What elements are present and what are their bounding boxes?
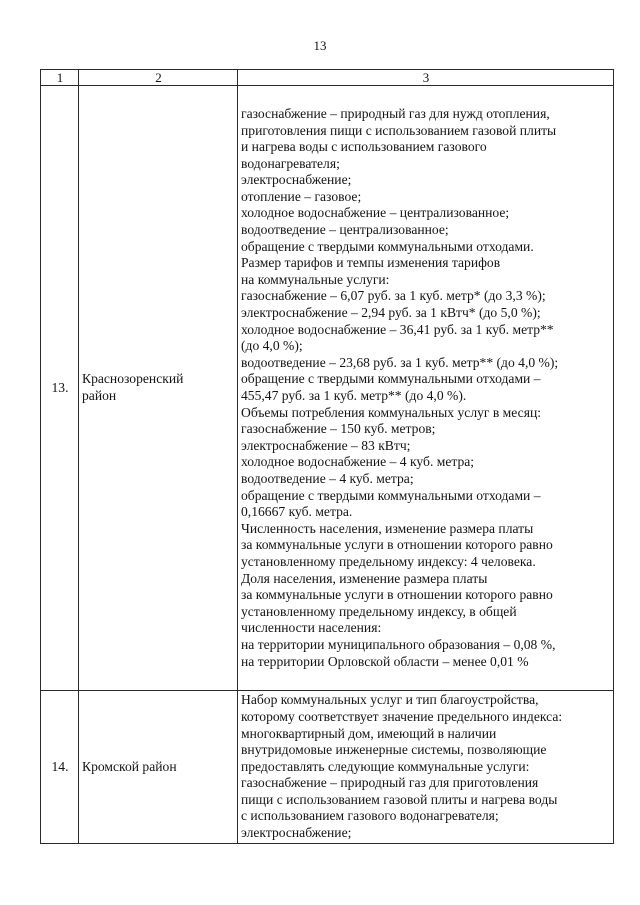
text-line: внутридомовые инженерные системы, позволяющие [241, 742, 547, 758]
text-line: Объемы потребления коммунальных услуг в месяц: [241, 404, 541, 420]
table-header-row [41, 70, 614, 86]
text-line: электроснабжение – 83 кВтч; [241, 437, 411, 453]
text-line: Численность населения, изменение размера платы [241, 520, 534, 536]
text-line: установленному предельному индексу: 4 человека. [241, 553, 536, 569]
text-line: многоквартирный дом, имеющий в наличии [241, 725, 497, 741]
text-line: электроснабжение – 2,94 руб. за 1 кВтч* (до 5,0 %); [241, 305, 541, 321]
text-line: обращение с твердыми коммунальными отходами. [241, 238, 534, 254]
text-line: обращение с твердыми коммунальными отходами – [241, 371, 541, 387]
tariff-description [238, 86, 614, 691]
text-line: пищи с использованием газовой плиты и нагрева воды [241, 791, 558, 807]
text-line: приготовления пищи с использованием газовой плиты [241, 122, 557, 138]
text-line: отопление – газовое; [241, 188, 362, 204]
district-name [79, 691, 238, 844]
text-line: на территории муниципального образования – 0,08 %, [241, 636, 556, 652]
text-line: холодное водоснабжение – централизованное; [241, 205, 510, 221]
page-number: 13 [313, 38, 327, 53]
text-line: численности населения: [241, 620, 382, 636]
row-number: 13. [41, 86, 79, 691]
text-line: водоотведение – 23,68 руб. за 1 куб. метр** (до 4,0 %); [241, 354, 559, 370]
row-number: 14. [41, 691, 79, 844]
text-line: установленному предельному индексу, в общей [241, 603, 517, 619]
text-line: Размер тарифов и темпы изменения тарифов [241, 255, 501, 271]
text-line: водоотведение – централизованное; [241, 222, 449, 238]
text-line: за коммунальные услуги в отношении которого равно [241, 587, 553, 603]
text-line: газоснабжение – 150 куб. метров; [241, 421, 436, 437]
text-line: электроснабжение; [241, 825, 352, 841]
text-line: водоотведение – 4 куб. метра; [241, 470, 414, 486]
text-line: Краснозоренский [82, 371, 184, 387]
text-line: район [82, 388, 117, 403]
column-header-2: 2 [79, 70, 238, 86]
text-line: Набор коммунальных услуг и тип благоустройства, [241, 692, 539, 708]
tariff-description [238, 691, 614, 844]
text-line: за коммунальные услуги в отношении которого равно [241, 537, 553, 553]
table-row-14 [41, 691, 614, 844]
text-line: газоснабжение – природный газ для приготовления [241, 775, 539, 791]
text-line: предоставлять следующие коммунальные услуги: [241, 758, 530, 774]
text-line: Кромской район [82, 758, 177, 774]
text-line: электроснабжение; [241, 172, 352, 188]
text-line: 455,47 руб. за 1 куб. метр** (до 4,0 %). [241, 388, 467, 403]
table-row-13 [41, 86, 614, 691]
text-line: которому соответствует значение предельного индекса: [241, 708, 563, 724]
text-line: и нагрева воды с использованием газового [241, 139, 487, 155]
district-name [79, 86, 238, 691]
text-line: газоснабжение – природный газ для нужд отопления, [241, 105, 550, 121]
text-line: холодное водоснабжение – 36,41 руб. за 1 куб. метр** [241, 321, 554, 337]
text-line: Доля населения, изменение размера платы [241, 570, 488, 586]
text-line: водонагревателя; [241, 155, 340, 171]
text-line: на территории Орловской области – менее 0,01 % [241, 653, 529, 669]
text-line: обращение с твердыми коммунальными отходами – [241, 487, 541, 503]
text-line: 0,16667 куб. метра. [241, 504, 353, 520]
tariff-table [40, 69, 614, 844]
column-header-1: 1 [41, 70, 79, 86]
column-header-3: 3 [238, 70, 614, 86]
text-line: на коммунальные услуги: [241, 271, 390, 287]
text-line: с использованием газового водонагревателя; [241, 808, 499, 824]
text-line: газоснабжение – 6,07 руб. за 1 куб. метр* (до 3,3 %); [241, 288, 546, 304]
text-line: (до 4,0 %); [241, 338, 303, 354]
text-line: холодное водоснабжение – 4 куб. метра; [241, 454, 475, 470]
